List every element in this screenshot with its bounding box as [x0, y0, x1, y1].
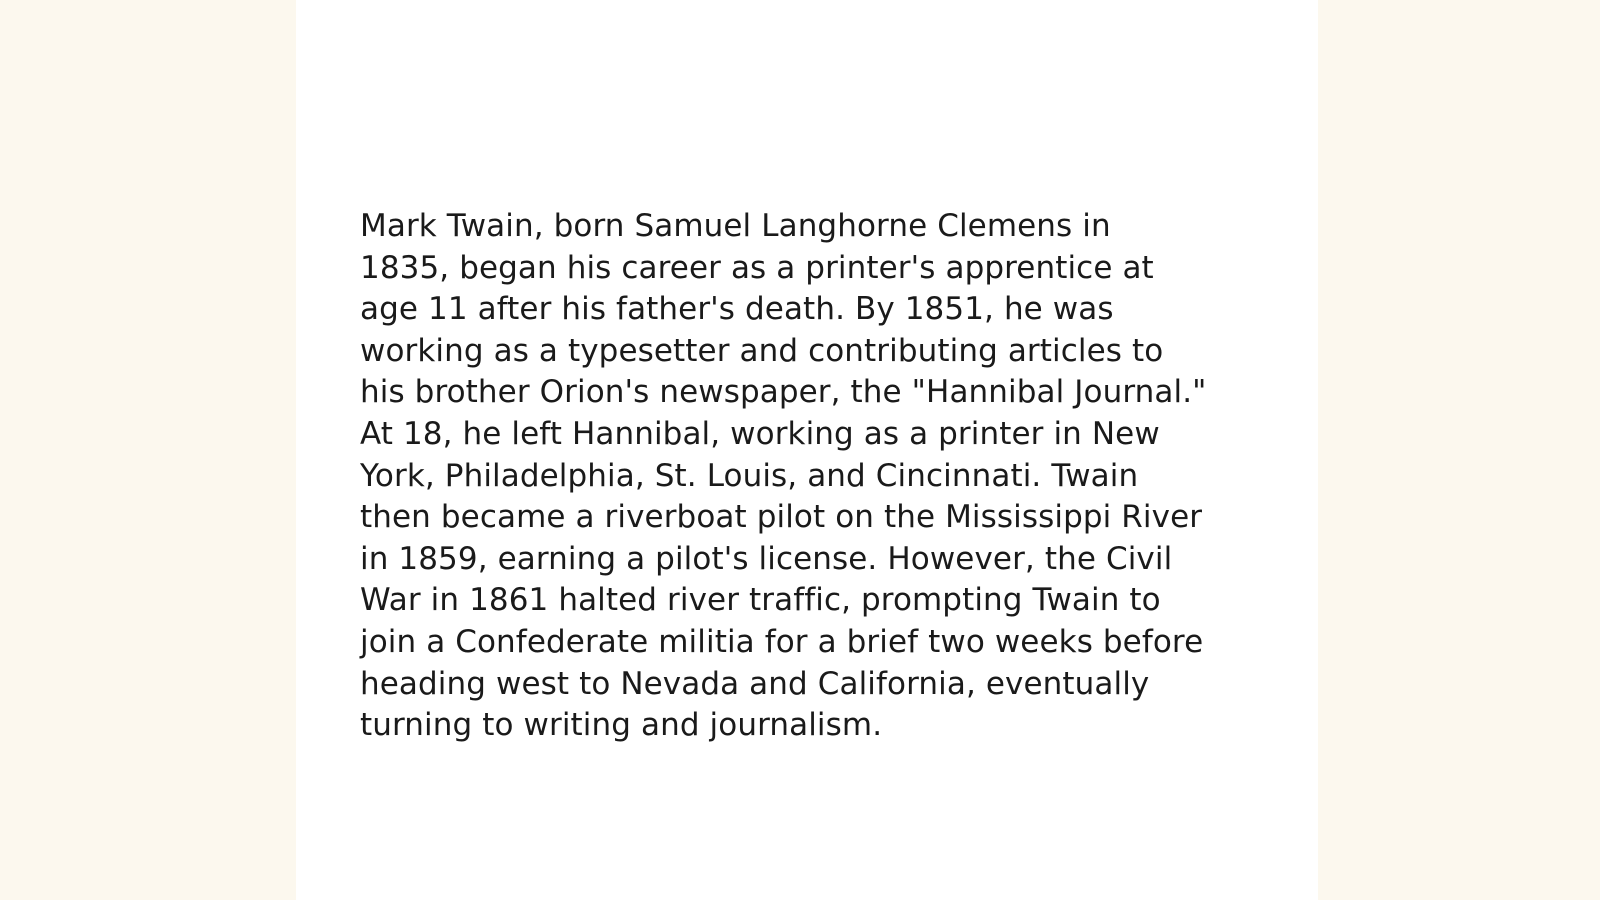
paragraph-line: War in 1861 halted river traffic, prompting Twain to [360, 582, 1161, 619]
paragraph-line: then became a riverboat pilot on the Mississippi River [360, 499, 1203, 536]
paragraph-line: 1835, began his career as a printer's apprentice at [360, 249, 1154, 286]
paragraph-line: turning to writing and journalism. [360, 707, 883, 744]
paragraph-line: age 11 after his father's death. By 1851, he was [360, 291, 1114, 328]
paragraph-line: working as a typesetter and contributing articles to [360, 332, 1164, 369]
paragraph-line: join a Confederate militia for a brief two weeks before [360, 623, 1204, 660]
body-paragraph [360, 206, 1260, 747]
paragraph-line: his brother Orion's newspaper, the "Hannibal Journal." [360, 374, 1207, 411]
paragraph-line: At 18, he left Hannibal, working as a printer in New [360, 415, 1160, 452]
paragraph-line: heading west to Nevada and California, eventually [360, 665, 1150, 702]
paragraph-line: York, Philadelphia, St. Louis, and Cincinnati. Twain [360, 457, 1139, 494]
paragraph-line: in 1859, earning a pilot's license. However, the Civil [360, 540, 1173, 577]
document-page [296, 0, 1318, 900]
paragraph-line: Mark Twain, born Samuel Langhorne Clemens in [360, 208, 1111, 244]
